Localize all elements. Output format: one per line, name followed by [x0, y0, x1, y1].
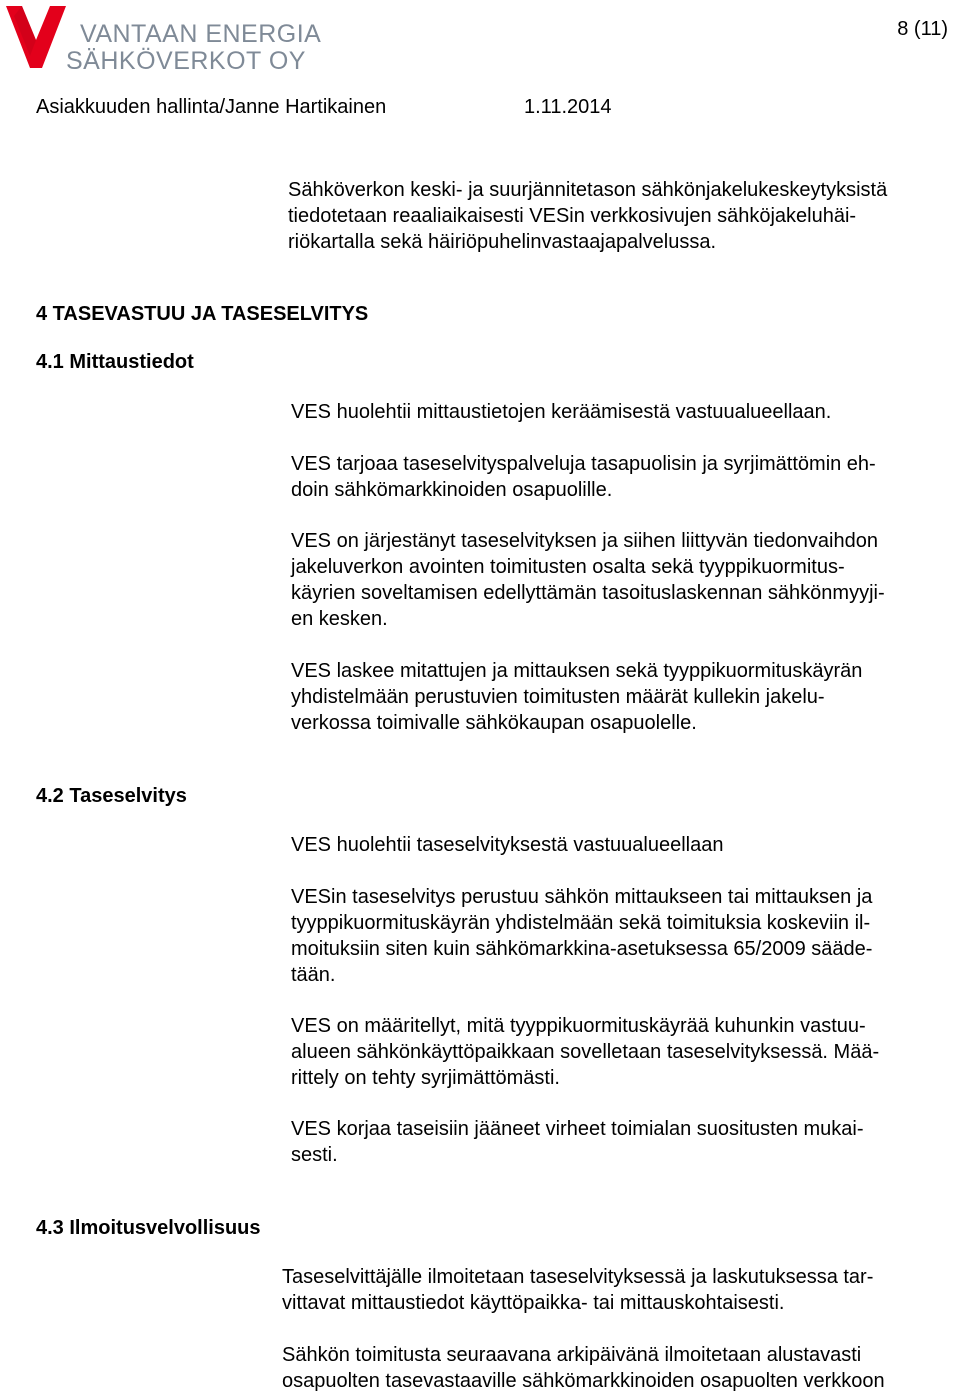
section-4-1-heading: 4.1 Mittaustiedot	[36, 351, 194, 373]
document-author: Asiakkuuden hallinta/Janne Hartikainen	[36, 96, 387, 118]
page-number: 8 (11)	[897, 18, 948, 40]
section-4-heading: 4 TASEVASTUU JA TASESELVITYS	[36, 303, 369, 325]
section-4-3-heading: 4.3 Ilmoitusvelvollisuus	[36, 1217, 261, 1239]
company-name-line1: VANTAAN ENERGIA	[80, 20, 322, 48]
s42-paragraph-2: VESin taseselvitys perustuu sähkön mittaukseen tai mittauksen ja tyyppikuormituskäyrän yhdistelmään sekä toimituksia koskeviin il- moituksiin siten kuin sähkömarkkina-asetuksessa 65/2009 sääde- tään.	[291, 886, 873, 986]
s42-paragraph-3: VES on määritellyt, mitä tyyppikuormituskäyrää kuhunkin vastuu- alueen sähkönkäyttöpaikkaan sovelletaan taseselvityksessä. Mää- rittely on tehty syrjimättömästi.	[291, 1015, 880, 1089]
s41-paragraph-2: VES tarjoaa taseselvityspalveluja tasapuolisin ja syrjimättömin eh- doin sähkömarkkinoiden osapuolille.	[291, 453, 876, 501]
intro-paragraph: Sähköverkon keski- ja suurjännitetason sähkönjakelukeskeytyksistä tiedotetaan reaaliaikaisesti VESin verkkosivujen sähköjakeluhäi- riökartalla sekä häiriöpuhelinvastaajapalvelussa.	[288, 179, 888, 253]
company-name-line2: SÄHKÖVERKOT OY	[66, 47, 306, 75]
s43-paragraph-1: Taseselvittäjälle ilmoitetaan taseselvityksessä ja laskutuksessa tar- vittavat mittaustiedot käyttöpaikka- tai mittauskohtaisesti.	[282, 1266, 874, 1314]
document-date: 1.11.2014	[524, 96, 612, 118]
s43-paragraph-2: Sähkön toimitusta seuraavana arkipäivänä ilmoitetaan alustavasti osapuolten tasevastaaville sähkömarkkinoiden osapuolten verkkoon	[282, 1344, 885, 1392]
section-4-2-heading: 4.2 Taseselvitys	[36, 785, 187, 807]
s42-paragraph-4: VES korjaa taseisiin jääneet virheet toimialan suositusten mukai- sesti.	[291, 1118, 864, 1166]
s42-paragraph-1: VES huolehtii taseselvityksestä vastuualueellaan	[291, 834, 724, 856]
vantaan-energia-logo-icon	[6, 4, 66, 70]
s41-paragraph-3: VES on järjestänyt taseselvityksen ja siihen liittyvän tiedonvaihdon jakeluverkon avointen toimitusten osalta sekä tyyppikuormitus- käyrien soveltamisen edellyttämän tasoituslaskennan sähkönmyyji- en kesken.	[291, 530, 885, 630]
s41-paragraph-1: VES huolehtii mittaustietojen keräämisestä vastuualueellaan.	[291, 401, 832, 423]
s41-paragraph-4: VES laskee mitattujen ja mittauksen sekä tyyppikuormituskäyrän yhdistelmään perustuvien toimitusten määrät kullekin jakelu- verkossa toimivalle sähkökaupan osapuolelle.	[291, 660, 863, 734]
